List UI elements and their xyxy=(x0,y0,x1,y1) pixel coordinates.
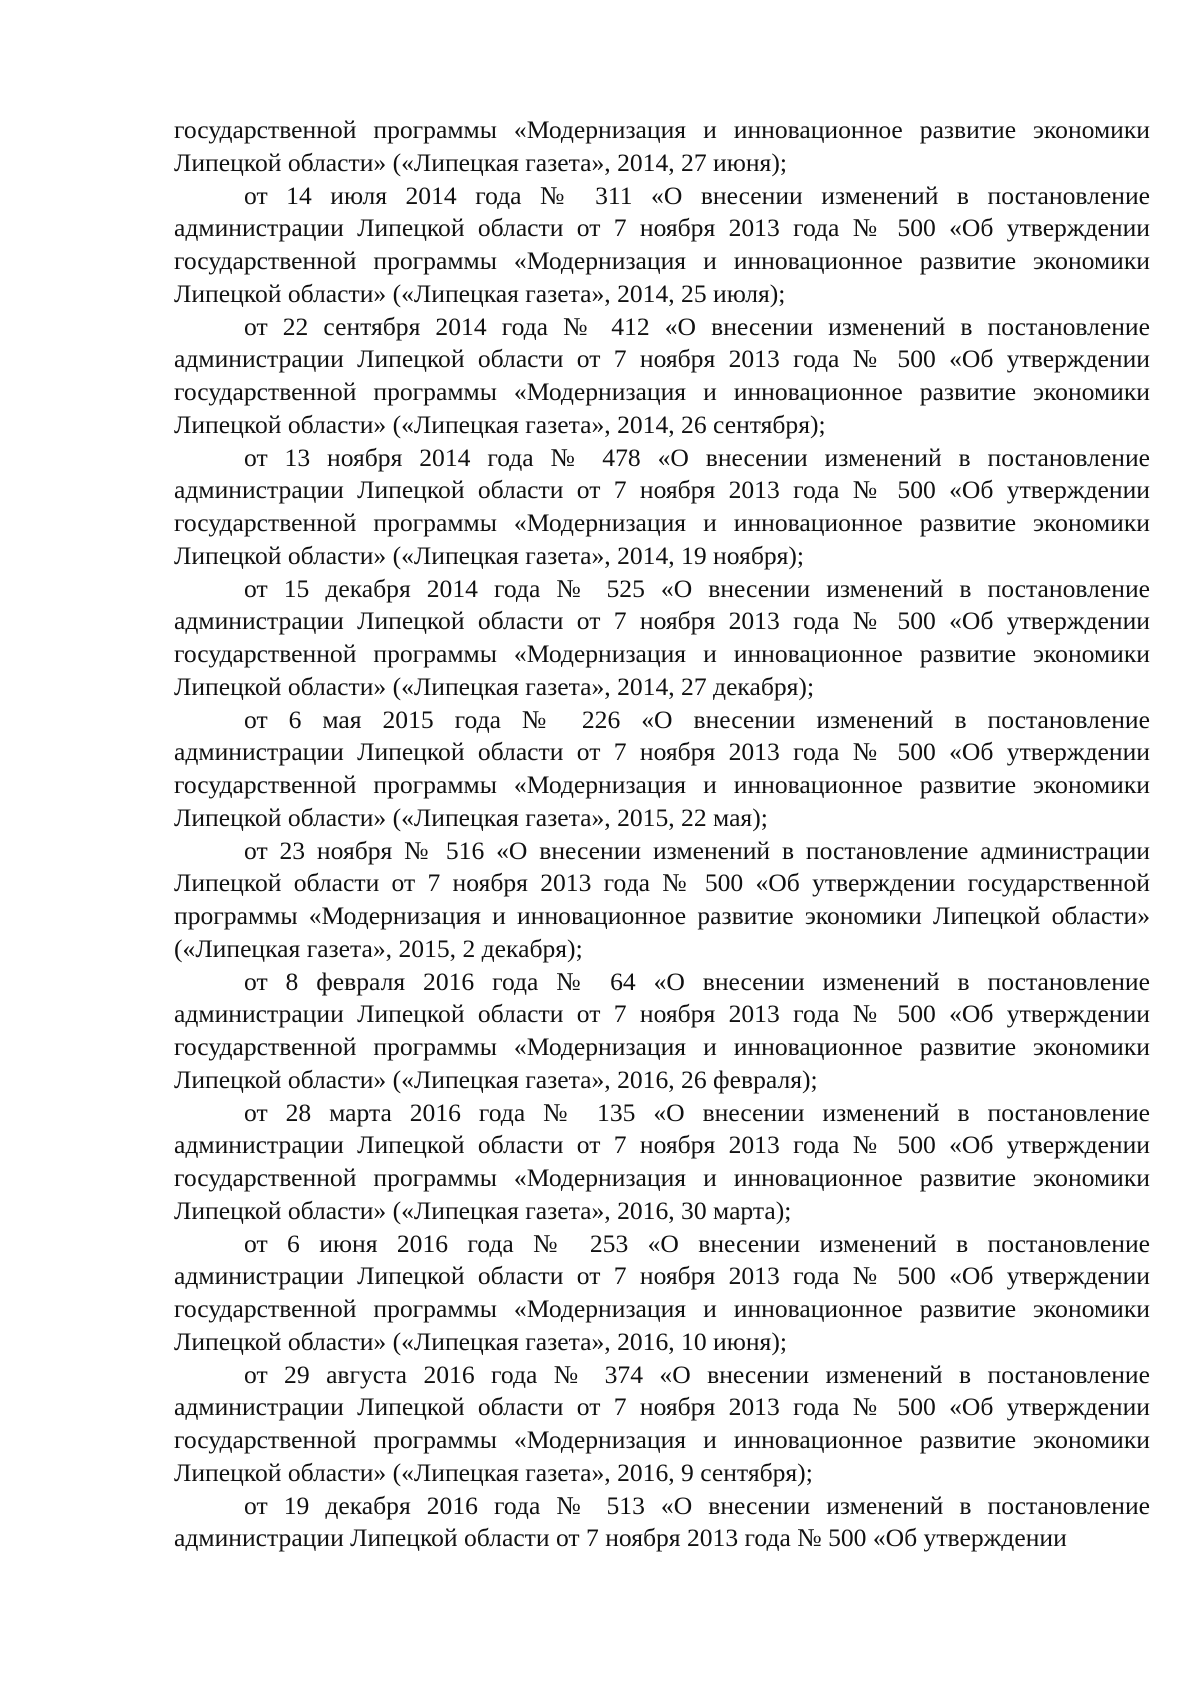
paragraph-amendment-2016-06-06: от 6 июня 2016 года № 253 «О внесении изменений в постановление администрации Липецкой области от 7 ноября 2013 года № 500 «Об утверждении государственной программы «Модернизация и инновационное развитие экономики Липецкой области» («Липецкая газета», 2016, 10 июня); xyxy=(174,1228,1150,1356)
paragraph-amendment-2016-02-08: от 8 февраля 2016 года № 64 «О внесении изменений в постановление администрации Липецкой области от 7 ноября 2013 года № 500 «Об утверждении государственной программы «Модернизация и инновационное развитие экономики Липецкой области» («Липецкая газета», 2016, 26 февраля); xyxy=(174,966,1150,1094)
paragraph-amendment-2014-09-22: от 22 сентября 2014 года № 412 «О внесении изменений в постановление администрации Липецкой области от 7 ноября 2013 года № 500 «Об утверждении государственной программы «Модернизация и инновационное развитие экономики Липецкой области» («Липецкая газета», 2014, 26 сентября); xyxy=(174,311,1150,439)
paragraph-amendment-2015-05-06: от 6 мая 2015 года № 226 «О внесении изменений в постановление администрации Липецкой области от 7 ноября 2013 года № 500 «Об утверждении государственной программы «Модернизация и инновационное развитие экономики Липецкой области» («Липецкая газета», 2015, 22 мая); xyxy=(174,704,1150,832)
paragraph-amendment-2016-08-29: от 29 августа 2016 года № 374 «О внесении изменений в постановление администрации Липецкой области от 7 ноября 2013 года № 500 «Об утверждении государственной программы «Модернизация и инновационное развитие экономики Липецкой области» («Липецкая газета», 2016, 9 сентября); xyxy=(174,1359,1150,1487)
paragraph-amendment-2014-11-13: от 13 ноября 2014 года № 478 «О внесении изменений в постановление администрации Липецкой области от 7 ноября 2013 года № 500 «Об утверждении государственной программы «Модернизация и инновационное развитие экономики Липецкой области» («Липецкая газета», 2014, 19 ноября); xyxy=(174,442,1150,570)
paragraph-amendment-2014-12-15: от 15 декабря 2014 года № 525 «О внесении изменений в постановление администрации Липецкой области от 7 ноября 2013 года № 500 «Об утверждении государственной программы «Модернизация и инновационное развитие экономики Липецкой области» («Липецкая газета», 2014, 27 декабря); xyxy=(174,573,1150,701)
paragraph-amendment-2016-03-28: от 28 марта 2016 года № 135 «О внесении изменений в постановление администрации Липецкой области от 7 ноября 2013 года № 500 «Об утверждении государственной программы «Модернизация и инновационное развитие экономики Липецкой области» («Липецкая газета», 2016, 30 марта); xyxy=(174,1097,1150,1225)
paragraph-amendment-2014-07-14: от 14 июля 2014 года № 311 «О внесении изменений в постановление администрации Липецкой области от 7 ноября 2013 года № 500 «Об утверждении государственной программы «Модернизация и инновационное развитие экономики Липецкой области» («Липецкая газета», 2014, 25 июля); xyxy=(174,180,1150,308)
paragraph-amendment-2016-12-19: от 19 декабря 2016 года № 513 «О внесении изменений в постановление администрации Липецкой области от 7 ноября 2013 года № 500 «Об утверждении xyxy=(174,1490,1150,1553)
document-body xyxy=(174,114,1150,1555)
paragraph-amendment-2015-11-23: от 23 ноября № 516 «О внесении изменений в постановление администрации Липецкой области от 7 ноября 2013 года № 500 «Об утверждении государственной программы «Модернизация и инновационное развитие экономики Липецкой области» («Липецкая газета», 2015, 2 декабря); xyxy=(174,835,1150,963)
paragraph-continuation: государственной программы «Модернизация и инновационное развитие экономики Липецкой области» («Липецкая газета», 2014, 27 июня); xyxy=(174,115,1150,177)
